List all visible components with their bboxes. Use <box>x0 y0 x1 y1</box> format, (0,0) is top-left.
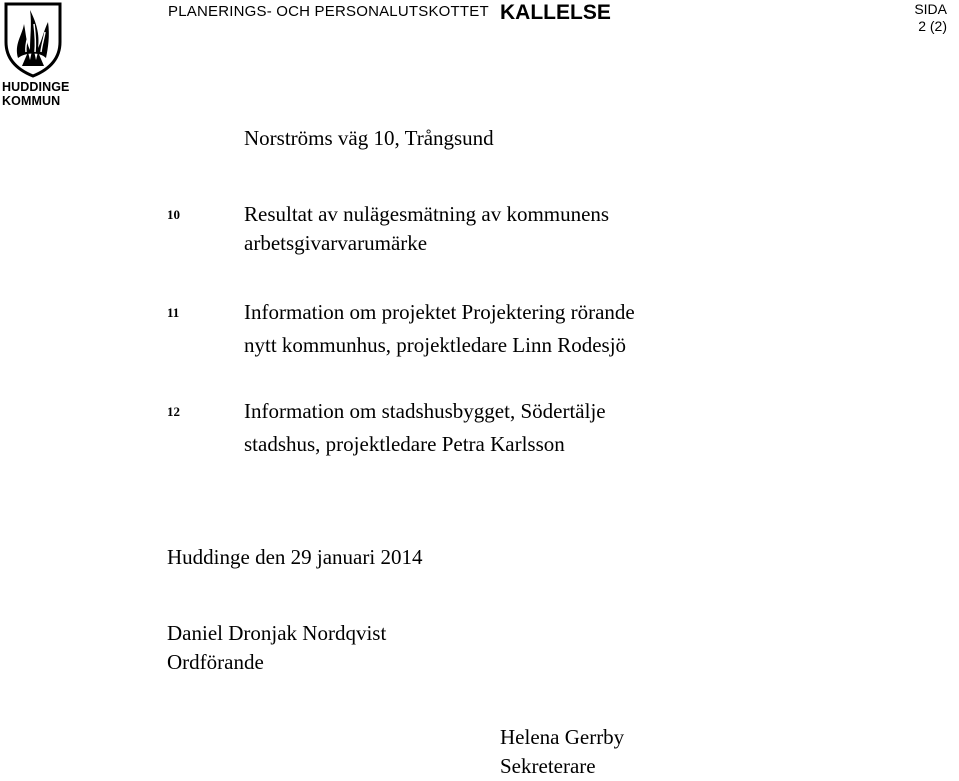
agenda-item-number: 11 <box>167 305 180 320</box>
huddinge-crest-icon <box>4 2 62 78</box>
agenda-item-number: 10 <box>167 207 180 222</box>
secretary-role: Sekreterare <box>500 754 596 778</box>
page-label: SIDA <box>914 1 947 17</box>
agenda-item-text: Information om stadshusbygget, Södertälje <box>244 399 606 423</box>
agenda-item-text: Resultat av nulägesmätning av kommunens <box>244 202 610 226</box>
secretary-name: Helena Gerrby <box>500 725 625 749</box>
chair-name: Daniel Dronjak Nordqvist <box>167 621 387 645</box>
meeting-location: Norströms väg 10, Trångsund <box>244 126 494 150</box>
agenda-item-text: arbetsgivarvarumärke <box>244 231 428 255</box>
agenda-item-text: stadshus, projektledare Petra Karlsson <box>244 432 565 456</box>
department-name: PLANERINGS- OCH PERSONALUTSKOTTET <box>168 3 489 20</box>
logo-text-huddinge: HUDDINGE <box>2 80 70 94</box>
agenda-item-text: nytt kommunhus, projektledare Linn Rodesjö <box>244 333 627 357</box>
agenda-item-text: Information om projektet Projektering rörande <box>244 300 635 324</box>
logo-text-kommun: KOMMUN <box>2 94 61 108</box>
agenda-item-number: 12 <box>167 404 180 419</box>
place-and-date: Huddinge den 29 januari 2014 <box>167 545 423 569</box>
page-number: 2 (2) <box>918 18 947 34</box>
municipality-logo <box>0 0 72 108</box>
chair-role: Ordförande <box>167 650 264 674</box>
document-title: KALLELSE <box>500 1 611 24</box>
